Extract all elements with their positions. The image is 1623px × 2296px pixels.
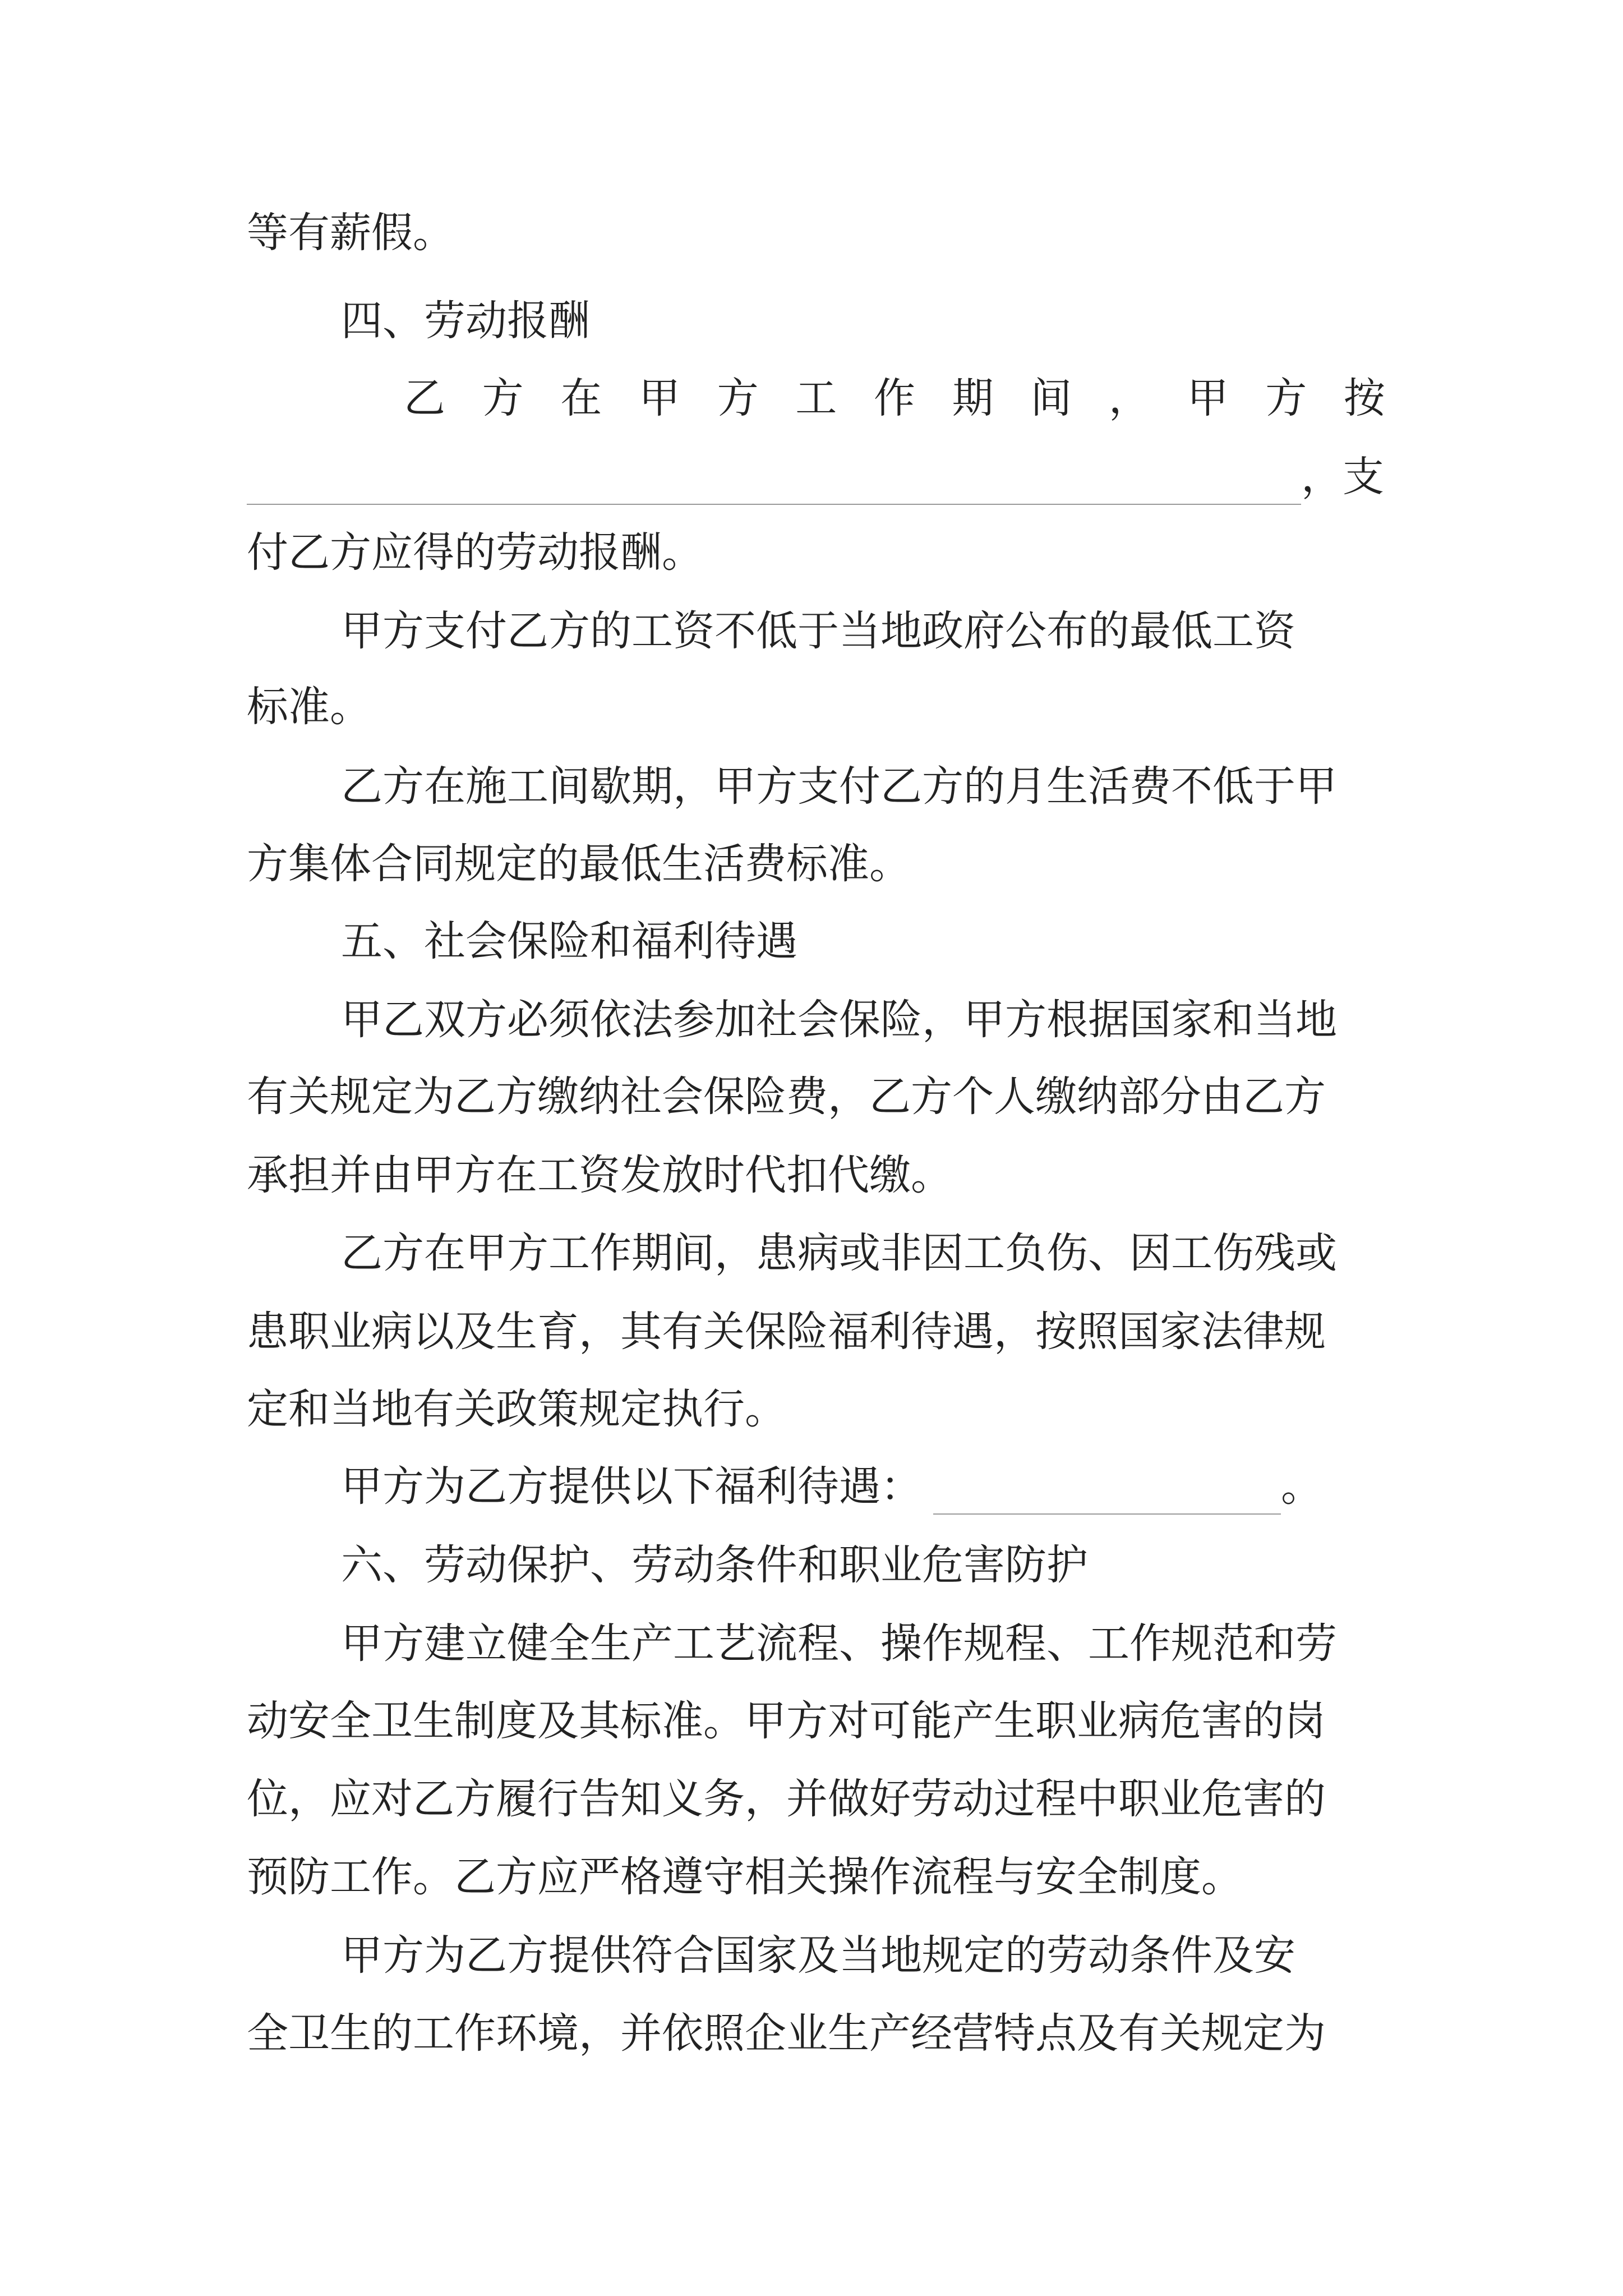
text-line: 乙方在甲方工作期间，患病或非因工负伤、因工伤残或 bbox=[341, 1229, 1337, 1277]
char: 间 bbox=[1030, 374, 1072, 422]
char: 甲 bbox=[638, 374, 680, 422]
char: 乙 bbox=[404, 374, 445, 422]
benefits-fill-line bbox=[341, 1458, 1385, 1515]
text-line: 标准。 bbox=[247, 683, 371, 731]
char: 作 bbox=[873, 374, 915, 422]
text-line: 乙方在施工间歇期，甲方支付乙方的月生活费不低于甲 bbox=[341, 762, 1337, 811]
fill-in-blank-underline[interactable] bbox=[933, 1473, 1281, 1515]
text-line: 付乙方应得的劳动报酬。 bbox=[247, 528, 703, 577]
section-heading-social-insurance: 五、社会保险和福利待遇 bbox=[341, 917, 797, 965]
char: 方 bbox=[717, 374, 759, 422]
text-line: 等有薪假。 bbox=[247, 209, 454, 257]
char: 甲 bbox=[1187, 374, 1229, 422]
blank-fill-line bbox=[247, 449, 1385, 505]
text-line: 全卫生的工作环境，并依照企业生产经营特点及有关规定为 bbox=[247, 2009, 1326, 2058]
char: 在 bbox=[560, 374, 602, 422]
char: 工 bbox=[795, 374, 837, 422]
text-line: 甲方为乙方提供符合国家及当地规定的劳动条件及安 bbox=[341, 1931, 1295, 1980]
text-line: 定和当地有关政策规定执行。 bbox=[247, 1385, 786, 1433]
section-heading-labor-remuneration: 四、劳动报酬 bbox=[341, 297, 590, 345]
text-fragment: 甲方为乙方提供以下福利待遇： bbox=[341, 1462, 922, 1511]
text-line: 甲乙双方必须依法参加社会保险，甲方根据国家和当地 bbox=[341, 996, 1337, 1044]
text-line: 承担并由甲方在工资发放时代扣代缴。 bbox=[247, 1151, 952, 1199]
fill-in-blank-underline[interactable] bbox=[247, 463, 1301, 505]
text-line: 甲方支付乙方的工资不低于当地政府公布的最低工资 bbox=[341, 607, 1295, 655]
text-fragment: 。 bbox=[1281, 1462, 1322, 1511]
text-line: 预防工作。乙方应严格遵守相关操作流程与安全制度。 bbox=[247, 1853, 1243, 1901]
char: 方 bbox=[1265, 374, 1307, 422]
char: 期 bbox=[952, 374, 994, 422]
text-line: 甲方建立健全生产工艺流程、操作规程、工作规范和劳 bbox=[341, 1619, 1337, 1668]
text-fragment: ，支 bbox=[1301, 453, 1384, 501]
section-heading-labor-protection: 六、劳动保护、劳动条件和职业危害防护 bbox=[341, 1541, 1088, 1589]
text-line: 患职业病以及生育，其有关保险福利待遇，按照国家法律规 bbox=[247, 1308, 1326, 1356]
text-line: 动安全卫生制度及其标准。甲方对可能产生职业病危害的岗 bbox=[247, 1697, 1326, 1745]
text-line: 位，应对乙方履行告知义务，并做好劳动过程中职业危害的 bbox=[247, 1775, 1326, 1823]
text-line: 有关规定为乙方缴纳社会保险费，乙方个人缴纳部分由乙方 bbox=[247, 1073, 1326, 1121]
text-line: 方集体合同规定的最低生活费标准。 bbox=[247, 840, 911, 888]
justified-text-line bbox=[404, 370, 1385, 426]
char: 按 bbox=[1343, 374, 1385, 422]
char: ， bbox=[1108, 374, 1150, 422]
char: 方 bbox=[482, 374, 524, 422]
